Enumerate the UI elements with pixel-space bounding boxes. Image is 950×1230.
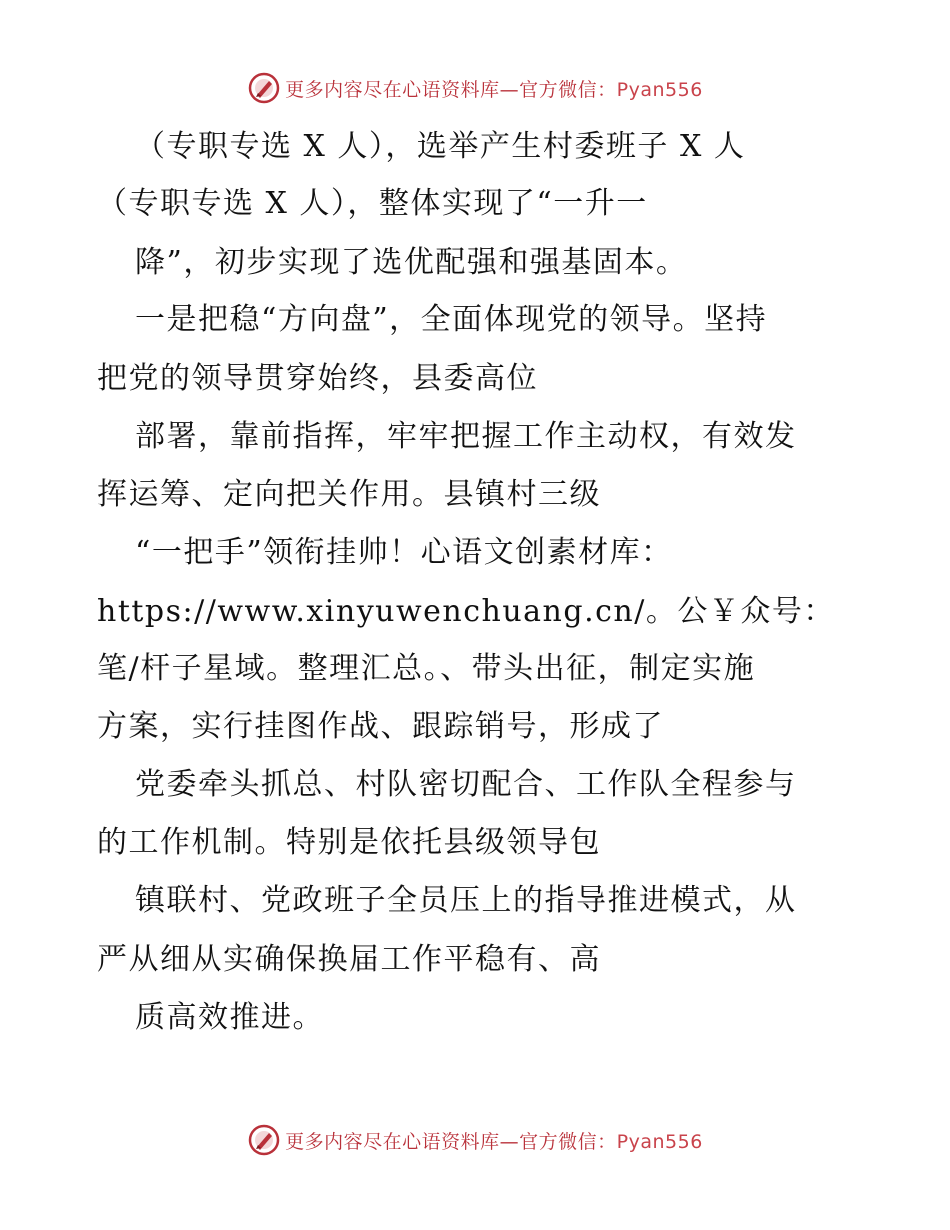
body-line: 严从细从实确保换届工作平稳有、高 [97, 942, 601, 977]
body-line: 镇联村、党政班子全员压上的指导推进模式，从 [135, 883, 797, 918]
body-line: （专职专选 X 人），整体实现了“一升一 [97, 186, 648, 221]
body-line: 方案，实行挂图作战、跟踪销号，形成了 [97, 709, 664, 744]
body-line: 质高效推进。 [135, 1000, 324, 1035]
body-line: “一把手”领衔挂帅！心语文创素材库： [135, 535, 673, 570]
body-line: 党委牵头抓总、村队密切配合、工作队全程参与 [135, 767, 797, 802]
pen-nib-logo-icon [247, 1123, 281, 1157]
footer-banner-text: 更多内容尽在心语资料库—官方微信：Pyan556 [285, 1130, 703, 1153]
body-line: https://www.xinyuwenchuang.cn/。公￥众号： [97, 594, 835, 629]
body-line: 一是把稳“方向盘”，全面体现党的领导。坚持 [135, 302, 768, 337]
body-line: 部署，靠前指挥，牢牢把握工作主动权，有效发 [135, 419, 797, 454]
body-line: 降”，初步实现了选优配强和强基固本。 [135, 245, 688, 280]
body-line: 挥运筹、定向把关作用。县镇村三级 [97, 477, 601, 512]
header-banner-text: 更多内容尽在心语资料库—官方微信：Pyan556 [285, 78, 703, 101]
body-line: （专职专选 X 人），选举产生村委班子 X 人 [135, 129, 746, 164]
footer-banner [0, 1120, 950, 1160]
body-line: 笔/杆子星域。整理汇总。、带头出征，制定实施 [97, 651, 756, 686]
body-line: 的工作机制。特别是依托县级领导包 [97, 825, 601, 860]
body-line: 把党的领导贯穿始终，县委高位 [97, 361, 538, 396]
